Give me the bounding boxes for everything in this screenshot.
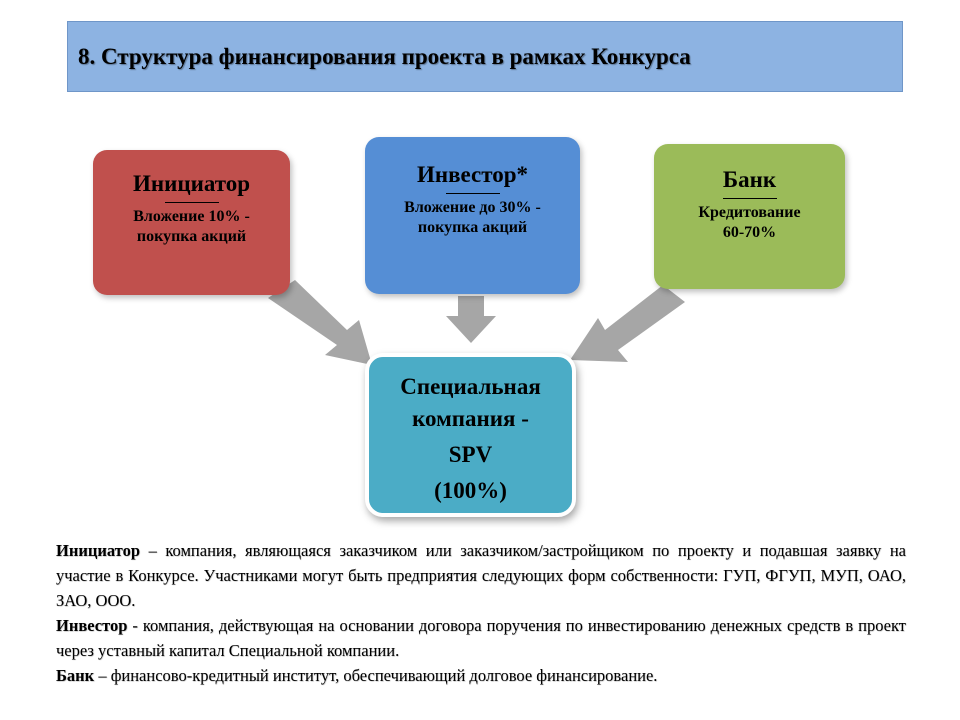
spv-line2: компания - xyxy=(412,406,529,431)
investor-desc-line2: покупка акций xyxy=(417,219,528,236)
definition-text: – финансово-кредитный институт, обеспечивающий долговое финансирование. xyxy=(94,666,658,685)
initiator-divider xyxy=(165,202,219,203)
spv-line3: SPV xyxy=(448,442,493,467)
definition-bank xyxy=(56,663,906,688)
slide-title: 8. Структура финансирования проекта в рамках Конкурса xyxy=(78,44,691,69)
definition-investor xyxy=(56,613,906,663)
definition-term: Инвестор xyxy=(56,616,128,635)
initiator-desc-line1: Вложение 10% - xyxy=(133,208,250,225)
spv-line1: Специальная xyxy=(400,374,541,399)
bank-box xyxy=(654,144,845,289)
bank-desc-line2: 60-70% xyxy=(722,224,777,241)
arrow-investor-to-spv xyxy=(446,296,496,343)
bank-desc-line1: Кредитование xyxy=(698,204,801,221)
arrow-bank-to-spv xyxy=(570,285,685,362)
bank-name: Банк xyxy=(722,167,777,192)
investor-name: Инвестор* xyxy=(416,162,529,187)
investor-box xyxy=(365,137,580,294)
spv-share: (100%) xyxy=(434,478,507,503)
definitions xyxy=(56,538,906,688)
initiator-box xyxy=(93,150,290,295)
investor-desc-line1: Вложение до 30% - xyxy=(404,199,541,216)
definition-term: Инициатор xyxy=(56,541,140,560)
definition-text: - компания, действующая на основании договора поручения по инвестированию денежных средств в проект через уставный капитал Специальной компании. xyxy=(56,616,906,660)
definition-initiator xyxy=(56,538,906,613)
definition-text: – компания, являющаяся заказчиком или заказчиком/застройщиком по проекту и подавшая заявку на участие в Конкурсе. Участниками могут быть предприятия следующих форм собственности: ГУП, ФГУП, МУП, ОАО, ЗАО, ООО. xyxy=(56,541,906,610)
spv-box xyxy=(365,353,576,517)
definition-term: Банк xyxy=(56,666,95,685)
initiator-desc-line2: покупка акций xyxy=(136,228,247,245)
bank-divider xyxy=(723,198,777,199)
investor-divider xyxy=(446,193,500,194)
initiator-name: Инициатор xyxy=(132,171,251,196)
